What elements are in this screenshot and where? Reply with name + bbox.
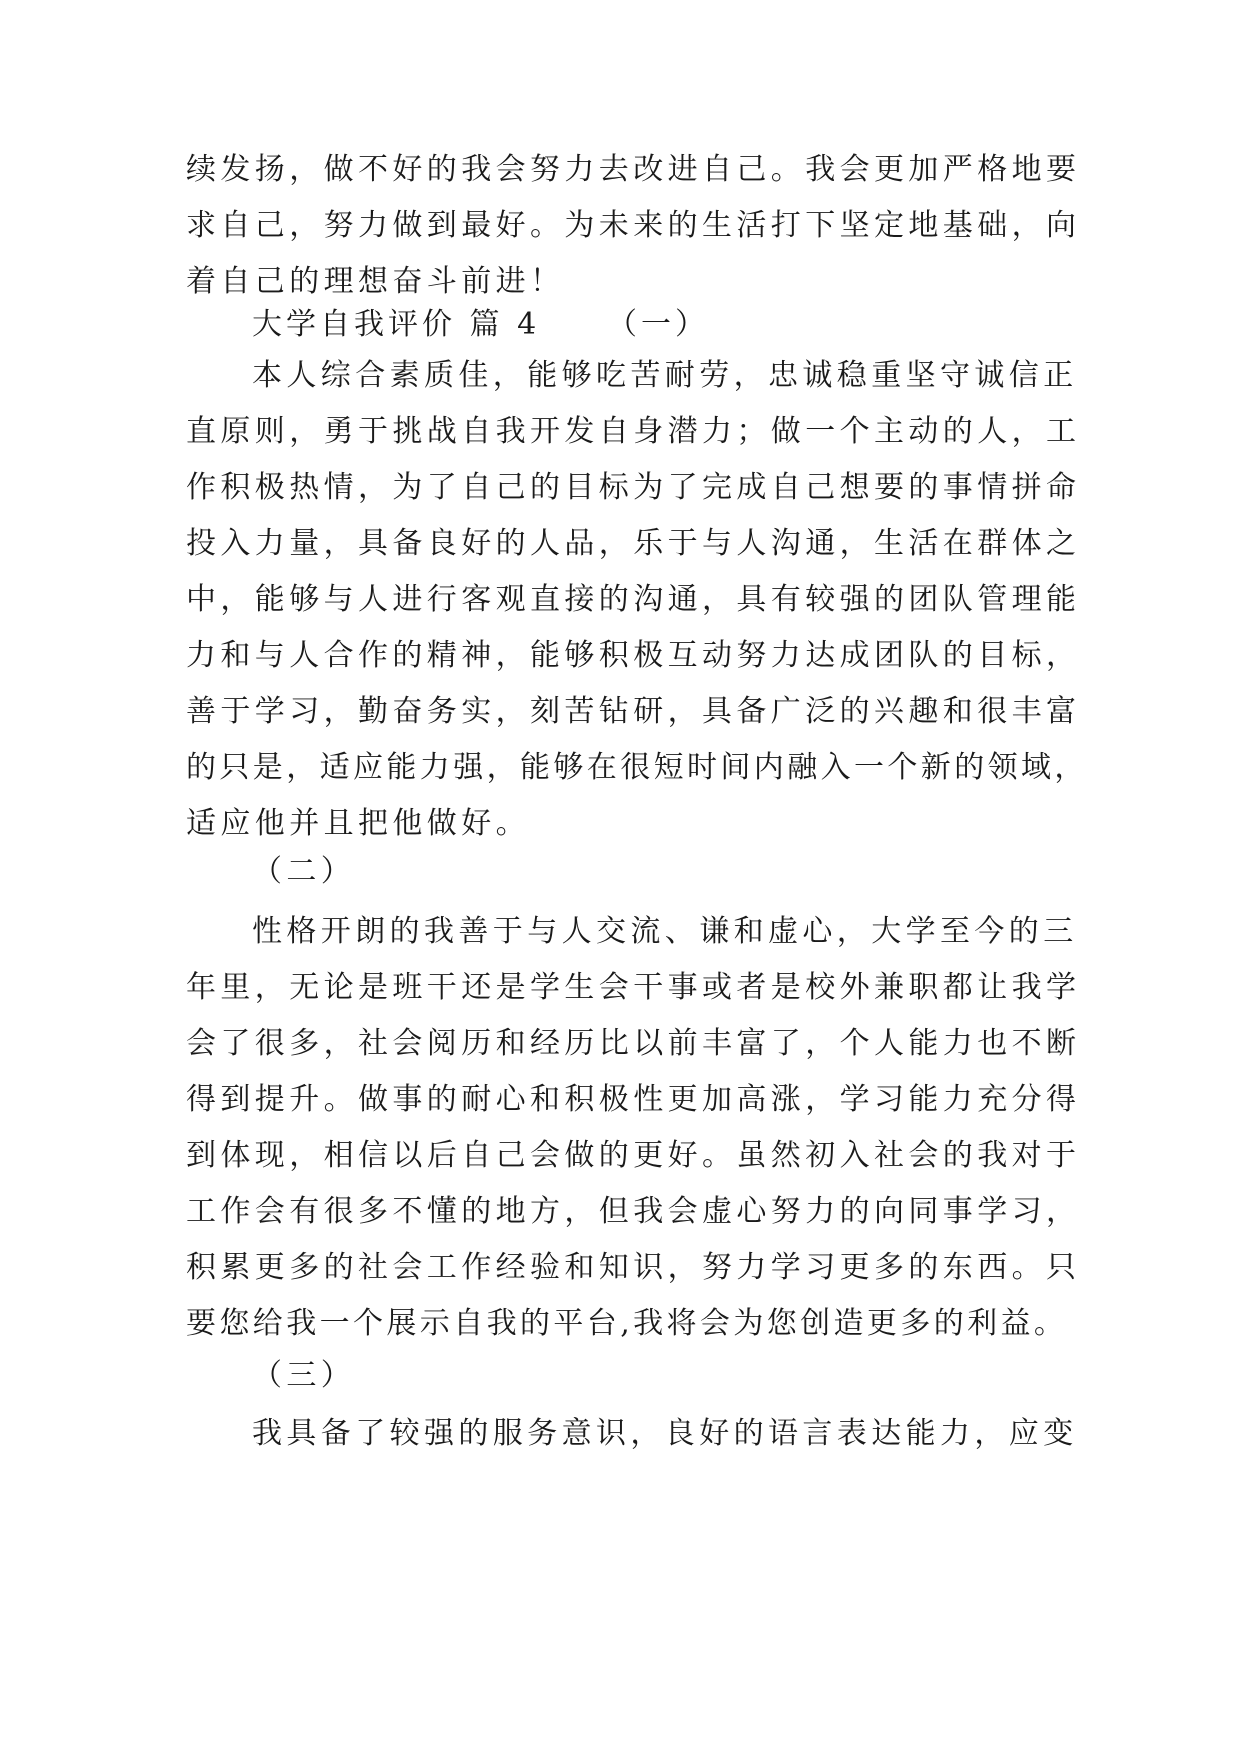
text-line: 适应他并且把他做好。 <box>186 806 530 841</box>
text-line: 力和与人合作的精神，能够积极互动努力达成团队的目标， <box>186 638 1081 673</box>
text-line: 投入力量，具备良好的人品，乐于与人沟通，生活在群体之 <box>186 526 1081 561</box>
section-number: （一） <box>607 307 709 342</box>
section-heading <box>252 305 952 345</box>
text-line: 得到提升。做事的耐心和积极性更加高涨，学习能力充分得 <box>186 1082 1081 1117</box>
text-line: 会了很多，社会阅历和经历比以前丰富了，个人能力也不断 <box>186 1026 1081 1061</box>
text-line: 年里，无论是班干还是学生会干事或者是校外兼职都让我学 <box>186 970 1081 1005</box>
text-line: 求自己，努力做到最好。为未来的生活打下坚定地基础，向 <box>186 208 1081 243</box>
section-number: （三） <box>252 1358 356 1393</box>
text-line: 积累更多的社会工作经验和知识，努力学习更多的东西。只 <box>186 1250 1081 1285</box>
text-line: 我具备了较强的服务意识，良好的语言表达能力，应变 <box>252 1416 1078 1451</box>
text-line: 直原则，勇于挑战自我开发自身潜力；做一个主动的人，工 <box>186 414 1081 449</box>
text-line: 性格开朗的我善于与人交流、谦和虚心，大学至今的三 <box>252 914 1078 949</box>
text-line: 的只是，适应能力强，能够在很短时间内融入一个新的领域， <box>186 750 1088 785</box>
section-title: 大学自我评价 篇 4 <box>252 307 541 342</box>
text-line: 着自己的理想奋斗前进！ <box>186 264 565 299</box>
text-line: 续发扬，做不好的我会努力去改进自己。我会更加严格地要 <box>186 152 1081 187</box>
text-line: 中，能够与人进行客观直接的沟通，具有较强的团队管理能 <box>186 582 1081 617</box>
section-number: （二） <box>252 854 356 889</box>
text-line: 到体现，相信以后自己会做的更好。虽然初入社会的我对于 <box>186 1138 1081 1173</box>
text-line: 本人综合素质佳，能够吃苦耐劳，忠诚稳重坚守诚信正 <box>252 358 1078 393</box>
text-line: 要您给我一个展示自我的平台,我将会为您创造更多的利益。 <box>186 1306 1068 1341</box>
text-line: 工作会有很多不懂的地方，但我会虚心努力的向同事学习， <box>186 1194 1081 1229</box>
text-line: 作积极热情，为了自己的目标为了完成自己想要的事情拼命 <box>186 470 1081 505</box>
text-line: 善于学习，勤奋务实，刻苦钻研，具备广泛的兴趣和很丰富 <box>186 694 1081 729</box>
